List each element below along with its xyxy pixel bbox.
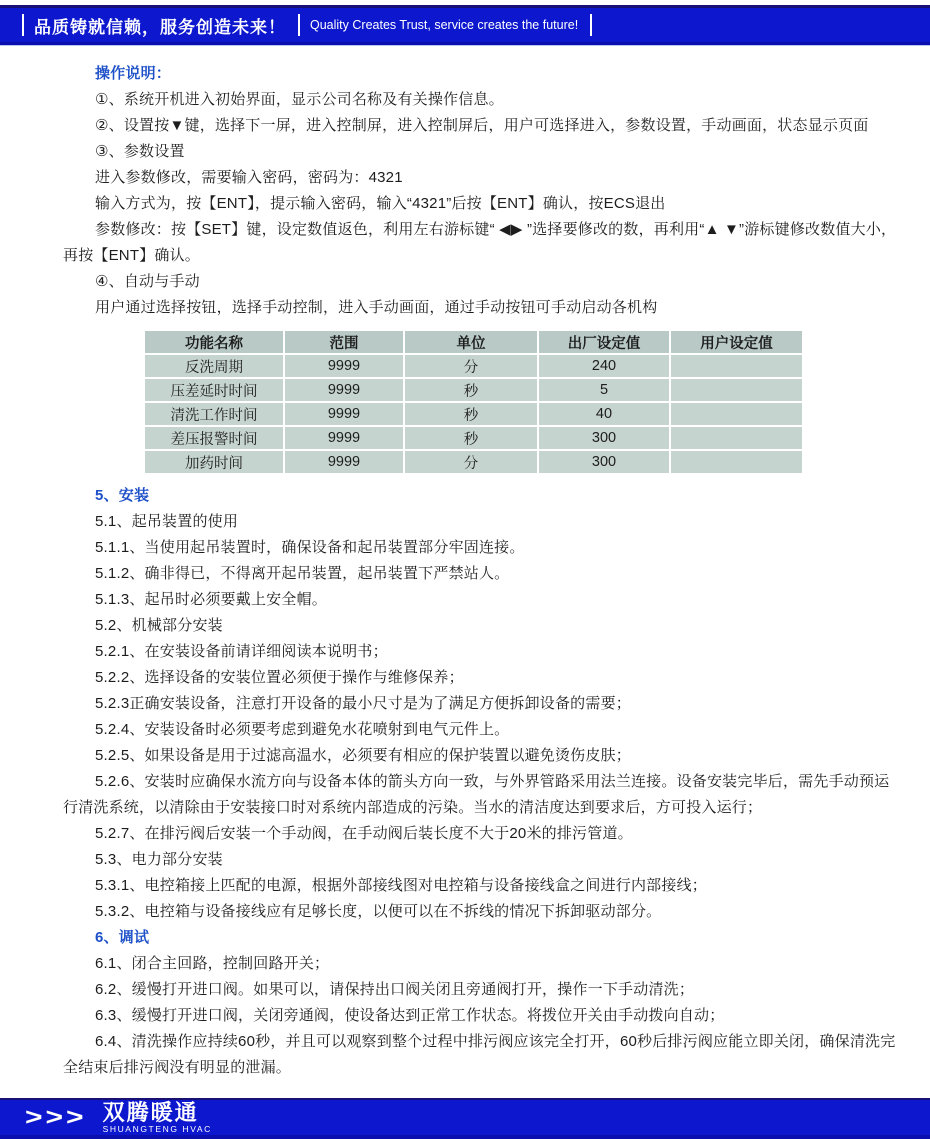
section-title-debug: 6、调试 bbox=[95, 929, 150, 946]
paragraph: 用户通过选择按钮，选择手动控制，进入手动画面，通过手动按钮可手动启动各机构 bbox=[95, 299, 658, 316]
paragraph: ③、参数设置 bbox=[95, 143, 185, 160]
slogan-english: Quality Creates Trust, service creates the future! bbox=[310, 18, 579, 32]
document-content bbox=[0, 45, 930, 1081]
install-item: 5.2.2、选择设备的安装位置必须便于操作与维修保养； bbox=[95, 669, 464, 686]
table-cell: 压差延时时间 bbox=[145, 379, 283, 401]
paragraph: ④、自动与手动 bbox=[95, 273, 200, 290]
table-cell: 加药时间 bbox=[145, 451, 283, 473]
table-cell: 240 bbox=[539, 355, 669, 377]
table-header-cell: 单位 bbox=[405, 331, 537, 353]
install-item: 5.2.5、如果设备是用于过滤高温水，必须要有相应的保护装置以避免烫伤皮肤； bbox=[95, 747, 631, 764]
install-item: 5.1、起吊装置的使用 bbox=[95, 513, 239, 530]
table-header-cell: 用户设定值 bbox=[671, 331, 802, 353]
table-header-cell: 功能名称 bbox=[145, 331, 283, 353]
table-cell: 300 bbox=[539, 427, 669, 449]
section-title-install: 5、安装 bbox=[95, 487, 150, 504]
paragraph: 参数修改：按【SET】键，设定数值返色，利用左右游标键“ ◀▶ ”选择要修改的数，再利用“▲ ▼”游标键修改数值大小，再按【ENT】确认。 bbox=[63, 221, 897, 264]
table-cell bbox=[671, 355, 802, 377]
table-cell bbox=[671, 403, 802, 425]
top-banner bbox=[0, 5, 930, 45]
table-header-cell: 范围 bbox=[285, 331, 403, 353]
banner-divider-left bbox=[22, 14, 24, 36]
install-item: 5.3、电力部分安装 bbox=[95, 851, 223, 868]
table-cell: 5 bbox=[539, 379, 669, 401]
table-row bbox=[145, 379, 802, 401]
table-header-row bbox=[145, 331, 802, 353]
manual-page bbox=[0, 5, 930, 1139]
table-cell: 秒 bbox=[405, 379, 537, 401]
table-cell: 9999 bbox=[285, 355, 403, 377]
chevrons-icon: >>> bbox=[25, 1103, 87, 1131]
banner-divider-middle bbox=[298, 14, 300, 36]
install-item: 5.2.1、在安装设备前请详细阅读本说明书； bbox=[95, 643, 388, 660]
paragraph: ②、设置按▼键，选择下一屏，进入控制屏，进入控制屏后，用户可选择进入，参数设置，手动画面，状态显示页面 bbox=[95, 117, 869, 134]
table-cell: 9999 bbox=[285, 451, 403, 473]
operation-title: 操作说明： bbox=[95, 65, 172, 82]
debug-item: 6.2、缓慢打开进口阀。如果可以，请保持出口阀关闭且旁通阀打开，操作一下手动清洗； bbox=[95, 981, 695, 998]
table-cell: 9999 bbox=[285, 379, 403, 401]
paragraph: 进入参数修改，需要输入密码，密码为：4321 bbox=[95, 169, 403, 186]
install-item: 5.1.1、当使用起吊装置时，确保设备和起吊装置部分牢固连接。 bbox=[95, 539, 525, 556]
table-row bbox=[145, 355, 802, 377]
debug-item: 6.3、缓慢打开进口阀，关闭旁通阀，使设备达到正常工作状态。将拨位开关由手动拨向自动； bbox=[95, 1007, 725, 1024]
install-item: 5.2.7、在排污阀后安装一个手动阀，在手动阀后装长度不大于20米的排污管道。 bbox=[95, 825, 633, 842]
logo-chinese: 双腾暖通 bbox=[102, 1099, 199, 1125]
paragraph: 输入方式为，按【ENT】，提示输入密码，输入“4321”后按【ENT】确认，按ECS退出 bbox=[95, 195, 666, 212]
logo-english: SHUANGTENG HVAC bbox=[102, 1124, 212, 1135]
table-cell: 300 bbox=[539, 451, 669, 473]
table-cell bbox=[671, 451, 802, 473]
slogan-chinese: 品质铸就信赖，服务创造未来！ bbox=[34, 17, 286, 38]
table-cell: 反洗周期 bbox=[145, 355, 283, 377]
table-cell: 差压报警时间 bbox=[145, 427, 283, 449]
table-cell: 清洗工作时间 bbox=[145, 403, 283, 425]
table-cell: 秒 bbox=[405, 427, 537, 449]
install-item: 5.1.2、确非得已，不得离开起吊装置，起吊装置下严禁站人。 bbox=[95, 565, 510, 582]
table-cell bbox=[671, 427, 802, 449]
banner-divider-right bbox=[590, 14, 592, 36]
install-item: 5.2.3正确安装设备，注意打开设备的最小尺寸是为了满足方便拆卸设备的需要； bbox=[95, 695, 631, 712]
table-row bbox=[145, 427, 802, 449]
install-item: 5.2.6、安装时应确保水流方向与设备本体的箭头方向一致，与外界管路采用法兰连接。设备安装完毕后，需先手动预运行清洗系统，以清除由于安装接口时对系统内部造成的污染。当水的清洁度达到要求后，方可投入运行； bbox=[63, 773, 890, 816]
table-cell: 9999 bbox=[285, 403, 403, 425]
paragraph: ①、系统开机进入初始界面，显示公司名称及有关操作信息。 bbox=[95, 91, 504, 108]
footer-banner bbox=[0, 1098, 930, 1139]
table-cell: 40 bbox=[539, 403, 669, 425]
table-cell: 9999 bbox=[285, 427, 403, 449]
table-row bbox=[145, 403, 802, 425]
settings-table bbox=[143, 329, 804, 475]
install-item: 5.2.4、安装设备时必须要考虑到避免水花喷射到电气元件上。 bbox=[95, 721, 510, 738]
table-cell: 分 bbox=[405, 451, 537, 473]
table-cell: 分 bbox=[405, 355, 537, 377]
install-item: 5.3.2、电控箱与设备接线应有足够长度，以便可以在不拆线的情况下拆卸驱动部分。 bbox=[95, 903, 662, 920]
install-item: 5.1.3、起吊时必须要戴上安全帽。 bbox=[95, 591, 327, 608]
brand-logo bbox=[103, 1101, 212, 1134]
table-cell bbox=[671, 379, 802, 401]
install-item: 5.2、机械部分安装 bbox=[95, 617, 223, 634]
install-item: 5.3.1、电控箱接上匹配的电源，根据外部接线图对电控箱与设备接线盒之间进行内部接线； bbox=[95, 877, 707, 894]
table-row bbox=[145, 451, 802, 473]
debug-item: 6.4、清洗操作应持续60秒，并且可以观察到整个过程中排污阀应该完全打开，60秒后排污阀应能立即关闭，确保清洗完全结束后排污阀没有明显的泄漏。 bbox=[63, 1033, 896, 1076]
table-header-cell: 出厂设定值 bbox=[539, 331, 669, 353]
debug-item: 6.1、闭合主回路，控制回路开关； bbox=[95, 955, 330, 972]
table-cell: 秒 bbox=[405, 403, 537, 425]
